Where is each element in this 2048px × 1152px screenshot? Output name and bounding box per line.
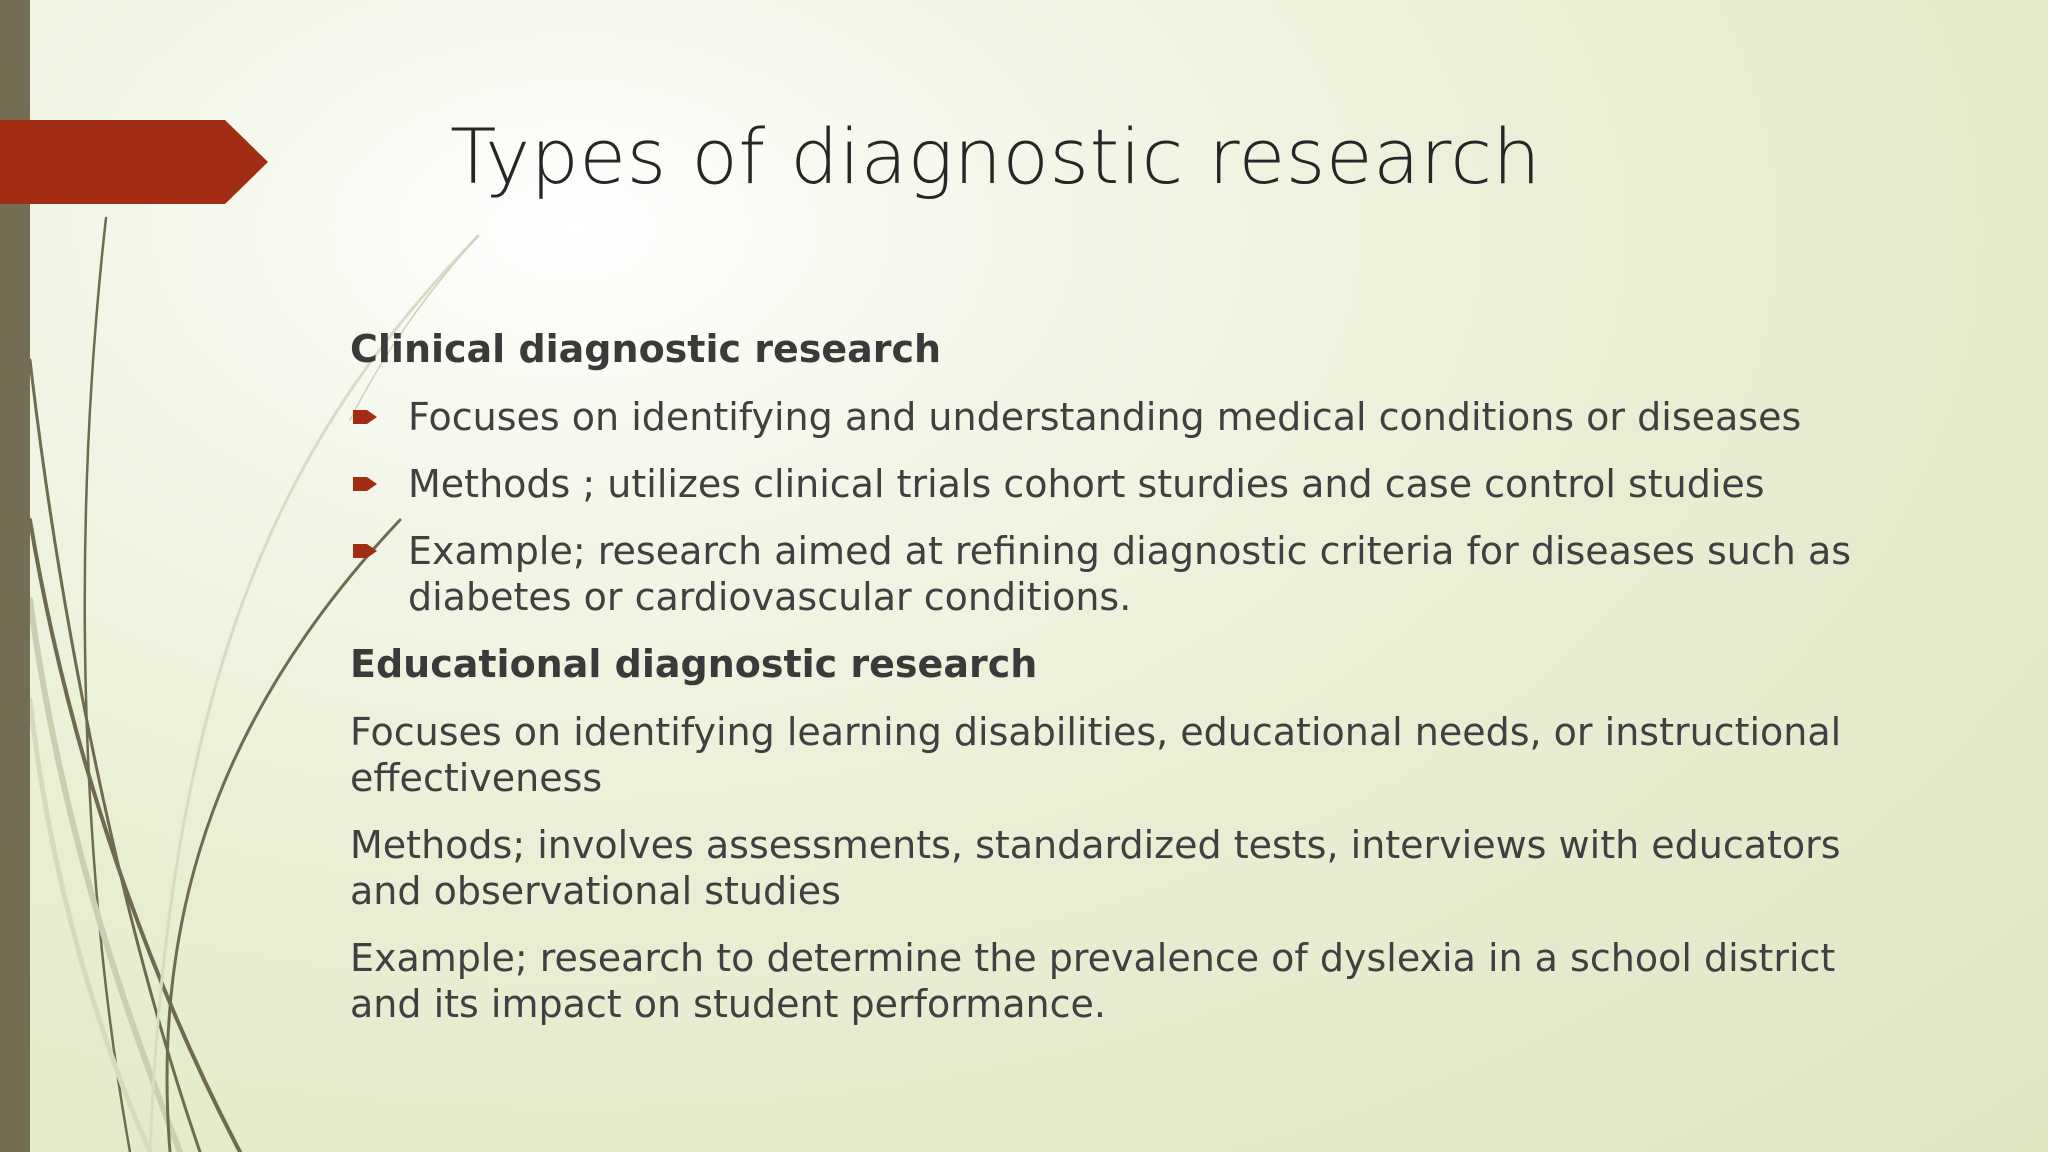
section-heading-clinical: Clinical diagnostic research — [350, 327, 942, 371]
slide-content — [350, 326, 1890, 1048]
slide-title: Types of diagnostic research — [450, 112, 1542, 201]
bullet-item — [350, 394, 1890, 440]
paragraph: Methods; involves assessments, standardized tests, interviews with educators and observational studies — [350, 823, 1841, 913]
bullet-text: Focuses on identifying and understanding medical conditions or diseases — [408, 395, 1802, 439]
arrow-tab-icon — [0, 120, 268, 204]
bullet-item — [350, 528, 1890, 620]
paragraph: Example; research to determine the prevalence of dyslexia in a school district and its impact on student performance. — [350, 936, 1836, 1026]
right-arrow-bullet-icon — [353, 408, 379, 426]
bullet-text: Methods ; utilizes clinical trials cohort sturdies and case control studies — [408, 462, 1765, 506]
section-heading-educational: Educational diagnostic research — [350, 642, 1038, 686]
paragraph: Focuses on identifying learning disabilities, educational needs, or instructional effectiveness — [350, 710, 1842, 800]
bullet-item — [350, 461, 1890, 507]
right-arrow-bullet-icon — [353, 542, 379, 560]
right-arrow-bullet-icon — [353, 475, 379, 493]
bullet-text: Example; research aimed at refining diagnostic criteria for diseases such as diabetes or cardiovascular conditions. — [408, 529, 1852, 619]
